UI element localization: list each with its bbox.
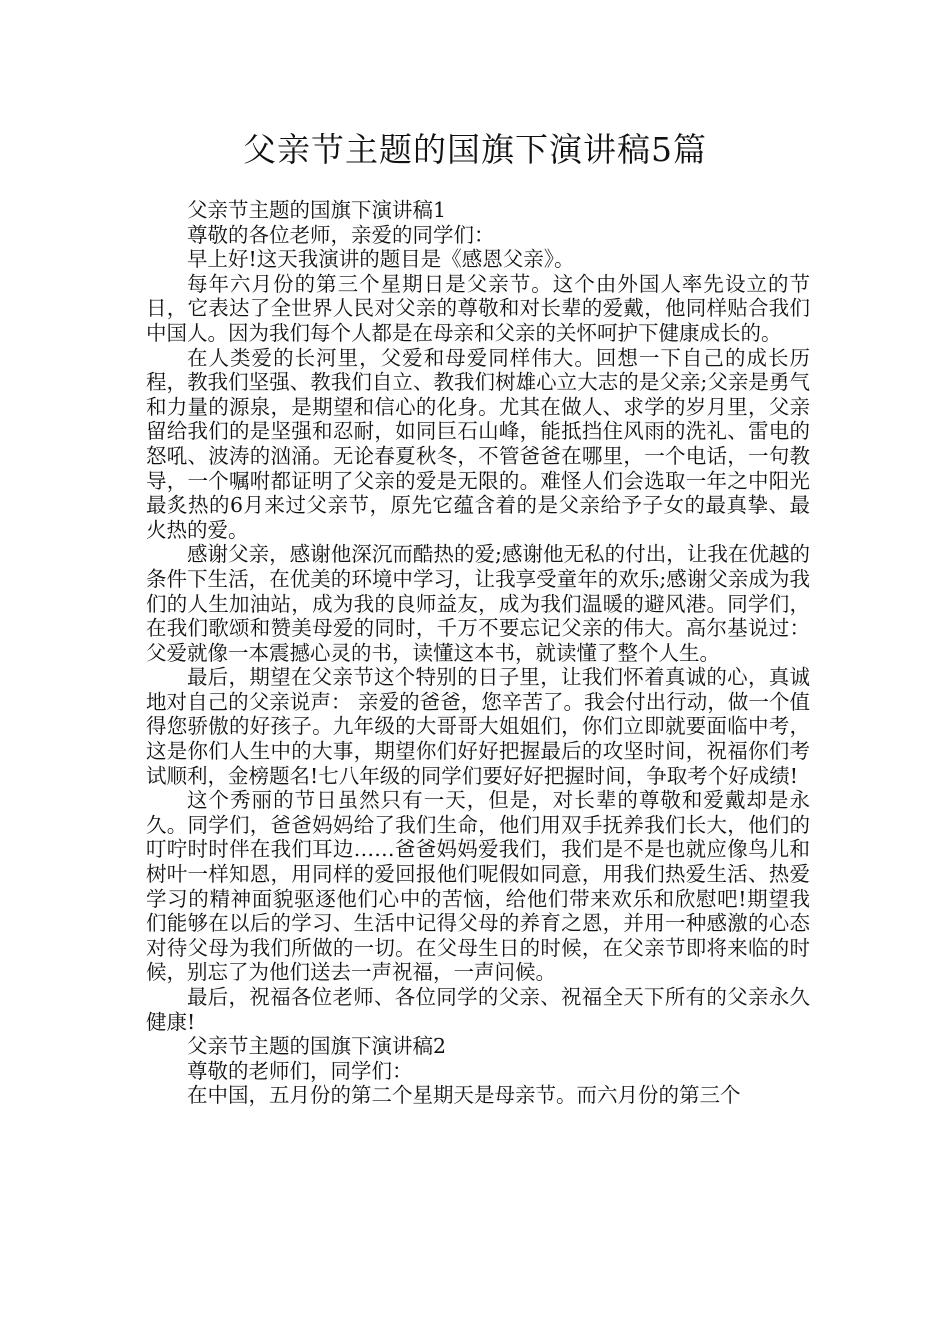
paragraph: 感谢父亲，感谢他深沉而酷热的爱;感谢他无私的付出，让我在优越的条件下生活，在优美的环境中学习，让我享受童年的欢乐;感谢父亲成为我们的人生加油站，成为我的良师益友，成为我们温暖的避风港。同学们，在我们歌颂和赞美母爱的同时，千万不要忘记父亲的伟大。高尔基说过：父爱就像一本震撼心灵的书，读懂这本书，就读懂了整个人生。 (146, 542, 810, 665)
document-body (146, 198, 810, 1108)
paragraph: 在中国，五月份的第二个星期天是母亲节。而六月份的第三个 (187, 1083, 741, 1108)
paragraph: 这个秀丽的节日虽然只有一天，但是，对长辈的尊敬和爱戴却是永久。同学们，爸爸妈妈给了我们生命，他们用双手抚养我们长大，他们的叮咛时时伴在我们耳边……爸爸妈妈爱我们，我们是不是也就应像鸟儿和树叶一样知恩，用同样的爱回报他们呢假如同意，用我们热爱生活、热爱学习的精神面貌驱逐他们心中的苦恼，给他们带来欢乐和欣慰吧!期望我们能够在以后的学习、生活中记得父母的养育之恩，并用一种感激的心态对待父母为我们所做的一切。在父母生日的时候，在父亲节即将来临的时候，别忘了为他们送去一声祝福，一声问候。 (146, 788, 810, 985)
section-heading-1: 父亲节主题的国旗下演讲稿1 (187, 198, 447, 222)
paragraph: 最后，期望在父亲节这个特别的日子里，让我们怀着真诚的心，真诚地对自己的父亲说声： 亲爱的爸爸，您辛苦了。我会付出行动，做一个值得您骄傲的好孩子。九年级的大哥哥大姐姐们，你们立即就要面临中考，这是你们人生中的大事，期望你们好好把握最后的攻坚时间，祝福你们考试顺利，金榜题名!七八年级的同学们要好好把握时间，争取考个好成绩! (146, 665, 810, 788)
paragraph-greeting: 早上好!这天我演讲的题目是《感恩父亲》。 (187, 247, 575, 272)
salutation-2: 尊敬的老师们，同学们： (187, 1058, 413, 1083)
paragraph: 每年六月份的第三个星期日是父亲节。这个由外国人率先设立的节日，它表达了全世界人民对父亲的尊敬和对长辈的爱戴，他同样贴合我们中国人。因为我们每个人都是在母亲和父亲的关怀呵护下健康成长的。 (146, 271, 810, 345)
salutation-1: 尊敬的各位老师，亲爱的同学们： (187, 222, 495, 247)
document-title: 父亲节主题的国旗下演讲稿5篇 (243, 130, 707, 169)
section-heading-2: 父亲节主题的国旗下演讲稿2 (187, 1034, 447, 1059)
paragraph-closing: 最后，祝福各位老师、各位同学的父亲、祝福全天下所有的父亲永久健康! (146, 985, 810, 1034)
paragraph: 在人类爱的长河里，父爱和母爱同样伟大。回想一下自己的成长历程，教我们坚强、教我们自立、教我们树雄心立大志的是父亲;父亲是勇气和力量的源泉，是期望和信心的化身。尤其在做人、求学的岁月里，父亲留给我们的是坚强和忍耐，如同巨石山峰，能抵挡住风雨的洗礼、雷电的怒吼、波涛的汹涌。无论春夏秋冬，不管爸爸在哪里，一个电话，一句教导，一个嘱咐都证明了父亲的爱是无限的。难怪人们会选取一年之中阳光最炙热的6月来过父亲节，原先它蕴含着的是父亲给予子女的最真挚、最火热的爱。 (146, 345, 810, 542)
